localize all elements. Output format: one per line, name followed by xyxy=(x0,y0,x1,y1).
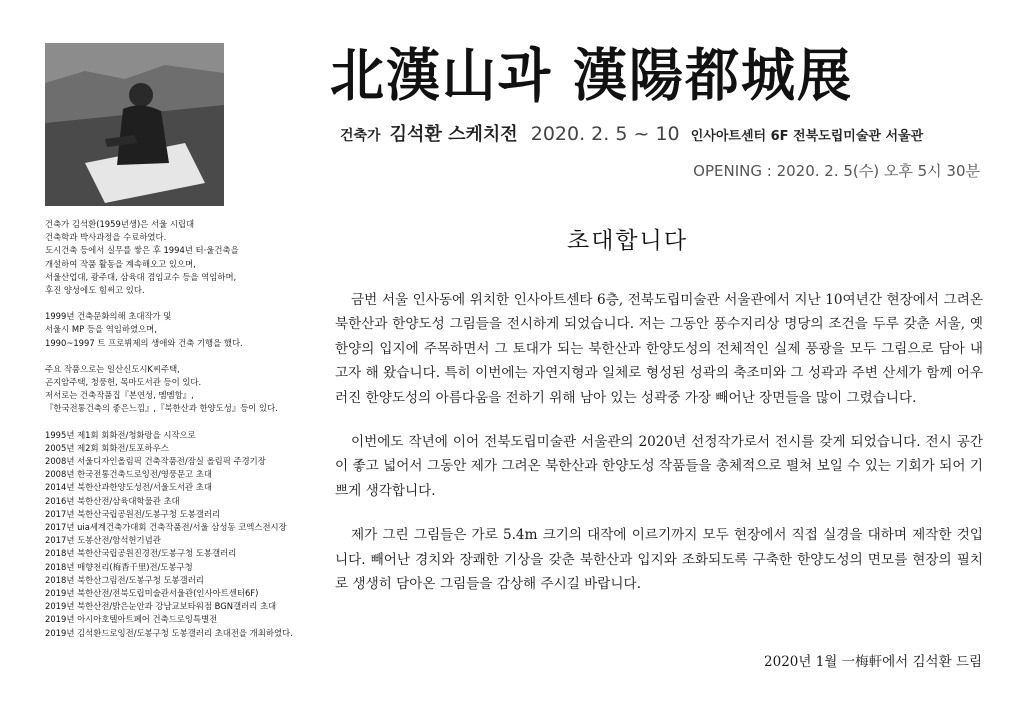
artist-photo xyxy=(45,43,224,206)
invitation-paragraph-3: 제가 그린 그림들은 가로 5.4m 크기의 대작에 이르기까지 모두 현장에서 직접 실경을 대하며 제작한 것입니다. 빼어난 경치와 장쾌한 기상을 갖춘 북한산과 입지와 조화되도록 구축한 한양도성의 면모를 현장의 필치로 생생히 담아온 그림들을 감상해 주시길 바랍니다. xyxy=(335,527,983,593)
bio-line: 『한국전통건축의 좋은느낌』,『북한산과 한양도성』등이 있다. xyxy=(45,403,278,414)
bio-line: 개설하여 작품 활동을 계속해오고 있으며, xyxy=(45,258,196,269)
architect-prefix: 건축가 xyxy=(340,128,381,144)
bio-line: 도시건축 등에서 실무를 쌓은 후 1994년 터·울건축을 xyxy=(45,245,239,256)
bio-line: 1995년 제1회 회화전/청화랑을 시작으로 xyxy=(45,429,196,440)
bio-line: 2018년 북한산그림전/도봉구청 도봉갤러리 xyxy=(45,574,204,585)
invitation-paragraph-1: 금번 서울 인사동에 위치한 인사아트센타 6층, 전북도립미술관 서울관에서 지난 10여년간 현장에서 그려온 북한산과 한양도성 그림들을 전시하게 되었습니다. 저는 그동안 풍수지리상 명당의 조건을 두루 갖춘 서울, 옛 한양의 입지에 주목하면서 그 토대가 되는 북한산과 한양도성의 전체적인 실제 풍광을 모두 그림으로 담아 내고자 해 왔습니다. 특히 이번에는 자연지형과 일체로 형성된 성곽의 축조미와 그 성곽과 주변 산세가 함께 어우러진 한양도성의 아름다움을 전하기 위해 남아 있는 성곽중 가장 빼어난 장면들을 많이 그렸습니다. xyxy=(335,292,983,406)
bio-line: 2017년 도봉산전/함석헌기념관 xyxy=(45,535,161,546)
bio-spacer xyxy=(45,297,325,310)
invitation-heading: 초대합니다 xyxy=(567,228,689,254)
bio-line: 2016년 북한산전/삼육대학물관 초대 xyxy=(45,495,180,506)
opening-info: OPENING : 2020. 2. 5(수) 오후 5시 30분 xyxy=(693,162,980,180)
exhibition-dates: 2020. 2. 5 ~ 10 xyxy=(530,123,680,145)
bio-line: 1999년 건축문화의해 초대작가 및 xyxy=(45,311,172,322)
invitation-body xyxy=(335,288,983,616)
bio-line: 2019년 아시아호텔아트페어 건축드로잉특별전 xyxy=(45,614,218,625)
bio-line: 곤지암주택, 청풍헌, 목마도서관 등이 있다. xyxy=(45,377,202,388)
bio-line: 2019년 북한산전/전북도립미술관서울관(인사아트센터6F) xyxy=(45,588,259,599)
bio-line: 서울산업대, 광주대, 삼육대 겸임교수 등을 역임하며, xyxy=(45,271,237,282)
bio-line: 2017년 uia세계건축가대회 건축작품전/서울 삼성동 코엑스전시장 xyxy=(45,522,287,533)
bio-line: 서울시 MP 등을 역임하였으며, xyxy=(45,324,157,335)
exhibition-subtitle xyxy=(340,120,990,150)
bio-line: 건축가 김석환(1959년생)은 서울 시립대 xyxy=(45,219,195,229)
bio-line: 후진 양성에도 힘써고 있다. xyxy=(45,285,145,296)
bio-line: 주요 작품으로는 일산신도시K씨주택, xyxy=(45,363,180,374)
bio-line: 2008년 서울디자인올림픽 건축작품전/잠실 올림픽 주경기장 xyxy=(45,456,266,467)
bio-line: 2019년 김석환드로잉전/도봉구청 도봉갤러리 초대전을 개최하였다. xyxy=(45,627,293,638)
bio-line: 건축학과 박사과정을 수료하였다. xyxy=(45,232,167,243)
bio-spacer xyxy=(45,350,325,363)
bio-line: 2019년 북한산전/밝은눈안과 강남교보타워점 BGN갤러리 초대 xyxy=(45,601,277,612)
signature: 2020년 1월 一梅軒에서 김석환 드림 xyxy=(764,654,982,670)
bio-line: 2017년 북한산국립공원전/도봉구청 도봉갤러리 xyxy=(45,508,221,519)
bio-line: 2018년 매향천리(梅香千里)전/도봉구청 xyxy=(45,561,193,572)
exhibition-title: 北漢山과 漢陽都城展 xyxy=(330,41,853,109)
artist-bio xyxy=(45,218,325,640)
bio-line: 2018년 북한산국립공원진경전/도봉구청 도봉갤러리 xyxy=(45,548,237,559)
bio-spacer xyxy=(45,416,325,429)
bio-line: 2005년 제2회 회화전/토포하우스 xyxy=(45,442,169,453)
bio-line: 2008년 한국전통건축드로잉전/영풍문고 초대 xyxy=(45,469,212,480)
bio-line: 1990~1997 트 프로뷔제의 생애와 건축 기행을 했다. xyxy=(45,337,243,348)
invitation-paragraph-2: 이번에도 작년에 이어 전북도립미술관 서울관의 2020년 선정작가로서 전시를 갖게 되었습니다. 전시 공간이 좋고 넓어서 그동안 제가 그려온 북한산과 한양도성 작품들을 총체적으로 펼쳐 보일 수 있는 기회가 되어 기쁘게 생각합니다. xyxy=(335,434,983,499)
bio-line: 2014년 북한산과한양도성전/서울도서관 초대 xyxy=(45,482,212,493)
bio-line: 저서로는 건축작품집『본연성, 멤멤함』, xyxy=(45,390,194,401)
architect-name: 김석환 스케치전 xyxy=(389,124,518,145)
exhibition-venue: 인사아트센터 6F 전북도립미술관 서울관 xyxy=(690,129,924,144)
